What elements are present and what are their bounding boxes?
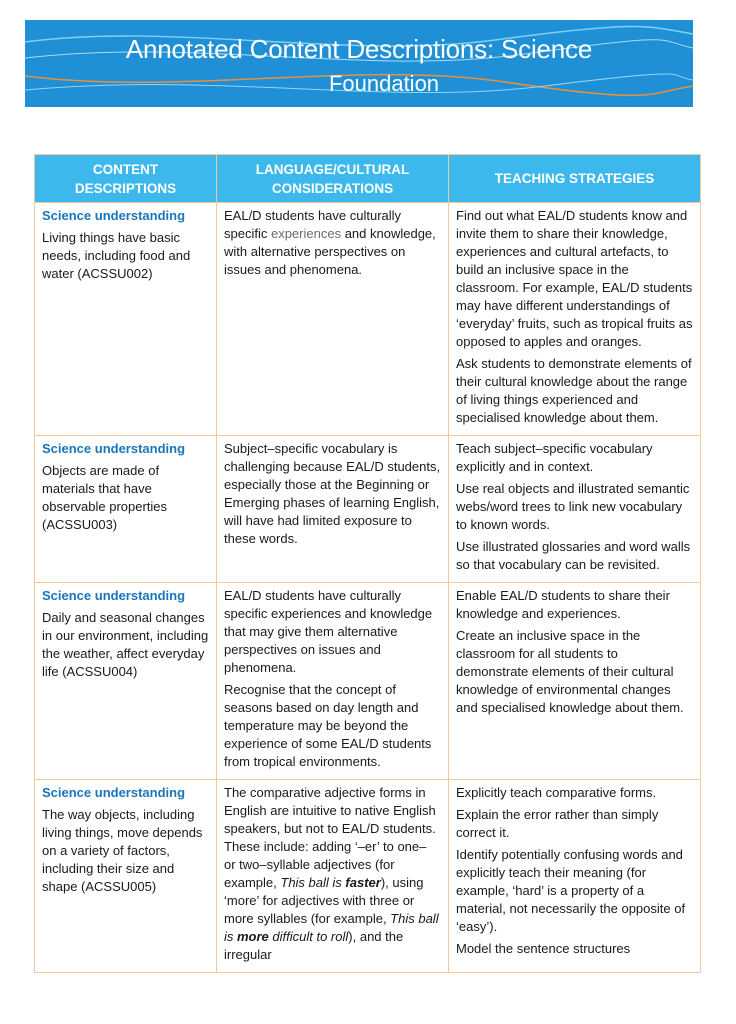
strategy-paragraph: Teach subject–specific vocabulary explicitly and in context.: [456, 441, 653, 474]
text-span: EAL/D students have culturally specific: [224, 208, 402, 241]
column-header-language: LANGUAGE/CULTURAL CONSIDERATIONS: [217, 155, 449, 203]
language-cell: [217, 583, 449, 780]
language-cell: [217, 203, 449, 436]
language-cell: [217, 436, 449, 583]
strategy-paragraph: Find out what EAL/D students know and invite them to share their knowledge, experiences and cultural artefacts, to build an inclusive space in the classroom. For example, EAL/D students may have different understandings of ‘everyday’ fruits, such as tropical fruits as opposed to apples and oranges.: [456, 208, 693, 349]
strategy-paragraph: Enable EAL/D students to share their knowledge and experiences.: [456, 588, 670, 621]
strand-label: Science understanding: [42, 208, 186, 223]
content-description-cell: [35, 436, 217, 583]
strand-label: Science understanding: [42, 588, 186, 603]
text-span: difficult to roll: [268, 929, 349, 944]
language-paragraph: [224, 784, 441, 964]
strategy-paragraph: Explicitly teach comparative forms.: [456, 785, 657, 800]
table-row: [35, 583, 701, 780]
description-text: Living things have basic needs, including food and water (ACSSU002): [42, 230, 191, 281]
strategies-cell: [449, 436, 701, 583]
text-span: The comparative adjective forms in English are intuitive to native English speakers, but not to EAL/D students. These include: adding ‘–er’ to one– or two–syllable adjectives (for example,: [224, 785, 436, 890]
language-paragraph: EAL/D students have culturally specific experiences and knowledge that may give them alternative perspectives on issues and phenomena.: [224, 588, 433, 675]
content-table: [34, 154, 701, 973]
table-row: [35, 203, 701, 436]
language-paragraph: Recognise that the concept of seasons based on day length and temperature may be beyond the experience of some EAL/D students from tropical environments.: [224, 682, 432, 769]
document-subtitle: Foundation: [328, 71, 440, 96]
strategy-paragraph: Identify potentially confusing words and explicitly teach their meaning (for example, ‘hard’ is a property of a material, not necessarily the opposite of ‘easy’).: [456, 847, 686, 934]
language-paragraph: Subject–specific vocabulary is challenging because EAL/D students, especially those at the Beginning or Emerging phases of learning English, will have had limited exposure to these words.: [224, 441, 441, 546]
column-header-content: CONTENT DESCRIPTIONS: [35, 155, 217, 203]
example-bold: faster: [345, 875, 381, 890]
content-description-cell: [35, 780, 217, 973]
table-header-row: [35, 155, 701, 203]
strategy-paragraph: Create an inclusive space in the classroom for all students to demonstrate elements of their cultural knowledge of environmental changes and specialised knowledge about them.: [456, 628, 684, 715]
description-text: The way objects, including living things, move depends on a variety of factors, including their size and shape (ACSSU005): [42, 807, 203, 894]
strategies-cell: [449, 780, 701, 973]
table-row: [35, 436, 701, 583]
description-text: Objects are made of materials that have observable properties (ACSSU003): [42, 463, 168, 532]
text-span: This ball is: [280, 875, 346, 890]
text-span: experiences: [270, 226, 342, 241]
strategies-cell: [449, 583, 701, 780]
content-description-cell: [35, 583, 217, 780]
header-banner: [25, 20, 693, 107]
text-span: This ball is: [224, 911, 439, 944]
strategy-paragraph: Use illustrated glossaries and word walls so that vocabulary can be revisited.: [456, 539, 691, 572]
language-cell: [217, 780, 449, 973]
column-header-strategies: TEACHING STRATEGIES: [449, 155, 701, 203]
language-paragraph: [224, 207, 441, 279]
strand-label: Science understanding: [42, 785, 186, 800]
example-italic: [280, 875, 380, 890]
strategies-cell: [449, 203, 701, 436]
strategy-paragraph: Explain the error rather than simply correct it.: [456, 807, 659, 840]
content-description-cell: [35, 203, 217, 436]
text-span: and knowledge, with alternative perspectives on issues and phenomena.: [224, 226, 436, 277]
table-row: [35, 780, 701, 973]
strategy-paragraph: Model the sentence structures: [456, 941, 631, 956]
text-span: ), and the irregular: [224, 929, 404, 962]
strategy-paragraph: Use real objects and illustrated semantic webs/word trees to link new vocabulary to known words.: [456, 481, 690, 532]
strand-label: Science understanding: [42, 441, 186, 456]
document-title: Annotated Content Descriptions: Science: [125, 34, 593, 64]
example-bold: more: [237, 929, 269, 944]
strategy-paragraph: Ask students to demonstrate elements of their cultural knowledge about the range of living things experienced and specialised knowledge about them.: [456, 356, 692, 425]
description-text: Daily and seasonal changes in our environment, including the weather, affect everyday life (ACSSU004): [42, 610, 209, 679]
text-span: ), using ‘more’ for adjectives with three or more syllables (for example,: [224, 875, 424, 926]
